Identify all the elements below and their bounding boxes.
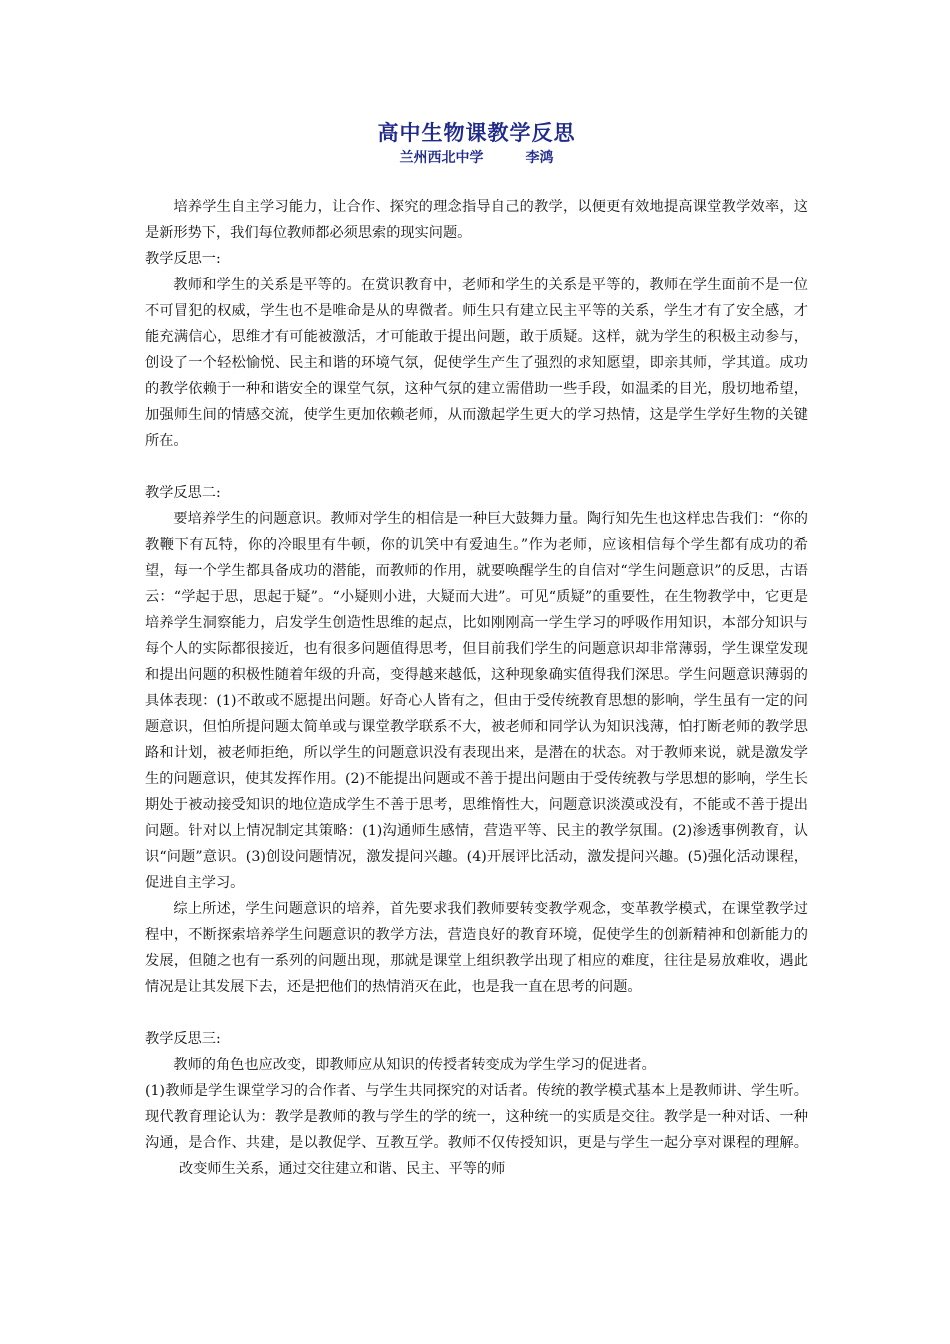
document-body: [145, 118, 808, 1182]
section3-paragraph-1: 教师的角色也应改变，即教师应从知识的传授者转变成为学生学习的促进者。: [173, 1057, 656, 1073]
section2-heading: 教学反思二:: [145, 485, 221, 501]
section2-paragraph-1: 要培养学生的问题意识。教师对学生的相信是一种巨大鼓舞力量。陶行知先生也这样忠告我们：“你的教鞭下有瓦特，你的冷眼里有牛顿，你的讥笑中有爱迪生。”作为老师，应该相信每个学生都有成功的希望，每一个学生都具备成功的潜能，而教师的作用，就要唤醒学生的自信对“学生问题意识”的反思，古语云：“学起于思，思起于疑”。“小疑则小进，大疑而大进”。可见“质疑”的重要性，在生物教学中，它更是培养学生洞察能力，启发学生创造性思维的起点，比如刚刚高一学生学习的呼吸作用知识，本部分知识与每个人的实际都很接近，也有很多问题值得思考，但目前我们学生的问题意识却非常薄弱，学生课堂发现和提出问题的积极性随着年级的升高，变得越来越低，这种现象确实值得我们深思。学生问题意识薄弱的具体表现：(1)不敢或不愿提出问题。好奇心人皆有之，但由于受传统教育思想的影响，学生虽有一定的问题意识，但怕所提问题太简单或与课堂教学联系不大，被老师和同学认为知识浅薄，怕打断老师的教学思路和计划，被老师拒绝，所以学生的问题意识没有表现出来，是潜在的状态。对于教师来说，就是激发学生的问题意识，使其发挥作用。(2)不能提出问题或不善于提出问题由于受传统教与学思想的影响，学生长期处于被动接受知识的地位造成学生不善于思考，思维惰性大，问题意识淡漠或没有，不能或不善于提出问题。针对以上情况制定其策略：(1)沟通师生感情，营造平等、民主的教学氛围。(2)渗透事例教育，认识“问题”意识。(3)创设问题情况，激发提问兴趣。(4)开展评比活动，激发提问兴趣。(5)强化活动课程，促进自主学习。: [145, 511, 808, 891]
section1-heading: 教学反思一:: [145, 251, 221, 267]
intro-paragraph: 培养学生自主学习能力，让合作、探究的理念指导自己的教学，以便更有效地提高课堂教学效率，这是新形势下，我们每位教师都必须思索的现实问题。: [145, 199, 808, 241]
document-title: 高中生物课教学反思: [377, 120, 576, 145]
section2-paragraph-2: 综上所述，学生问题意识的培养，首先要求我们教师要转变教学观念，变革教学模式，在课堂教学过程中，不断探索培养学生问题意识的教学方法，营造良好的教育环境，促使学生的创新精神和创新能力的发展，但随之也有一系列的问题出现，那就是课堂上组织教学出现了相应的难度，往往是易放难收，遇此情况是让其发展下去，还是把他们的热情消灭在此，也是我一直在思考的问题。: [145, 901, 808, 995]
section3-paragraph-2-part-2: 改变师生关系，通过交往建立和谐、民主、平等的师: [179, 1161, 506, 1177]
school-name: 兰州西北中学: [399, 150, 484, 166]
document-byline: [145, 148, 808, 168]
section3-paragraph-2-part-1: (1)教师是学生课堂学习的合作者、与学生共同探究的对话者。传统的教学模式基本上是教师讲、学生听。现代教育理论认为：教学是教师的教与学生的学的统一，这种统一的实质是交往。教学是一种对话、一种沟通，是合作、共建，是以教促学、互教互学。教师不仅传授知识，更是与学生一起分享对课程的理解。: [145, 1083, 808, 1151]
blank-line: [145, 454, 808, 480]
section3-paragraph-2: [145, 1078, 808, 1182]
section3-heading: 教学反思三:: [145, 1031, 221, 1047]
author-name: 李鸿: [525, 150, 554, 166]
section1-paragraph: 教师和学生的关系是平等的。在赏识教育中，老师和学生的关系是平等的，教师在学生面前不是一位不可冒犯的权威，学生也不是唯命是从的卑微者。师生只有建立民主平等的关系，学生才有了安全感，才能充满信心，思维才有可能被激活，才可能敢于提出问题，敢于质疑。这样，就为学生的积极主动参与，创设了一个轻松愉悦、民主和谐的环境气氛，促使学生产生了强烈的求知愿望，即亲其师，学其道。成功的教学依赖于一种和谐安全的课堂气氛，这种气氛的建立需借助一些手段，如温柔的目光，殷切地希望，加强师生间的情感交流，使学生更加依赖老师，从而激起学生更大的学习热情，这是学生学好生物的关键所在。: [145, 277, 808, 449]
blank-line: [145, 1000, 808, 1026]
